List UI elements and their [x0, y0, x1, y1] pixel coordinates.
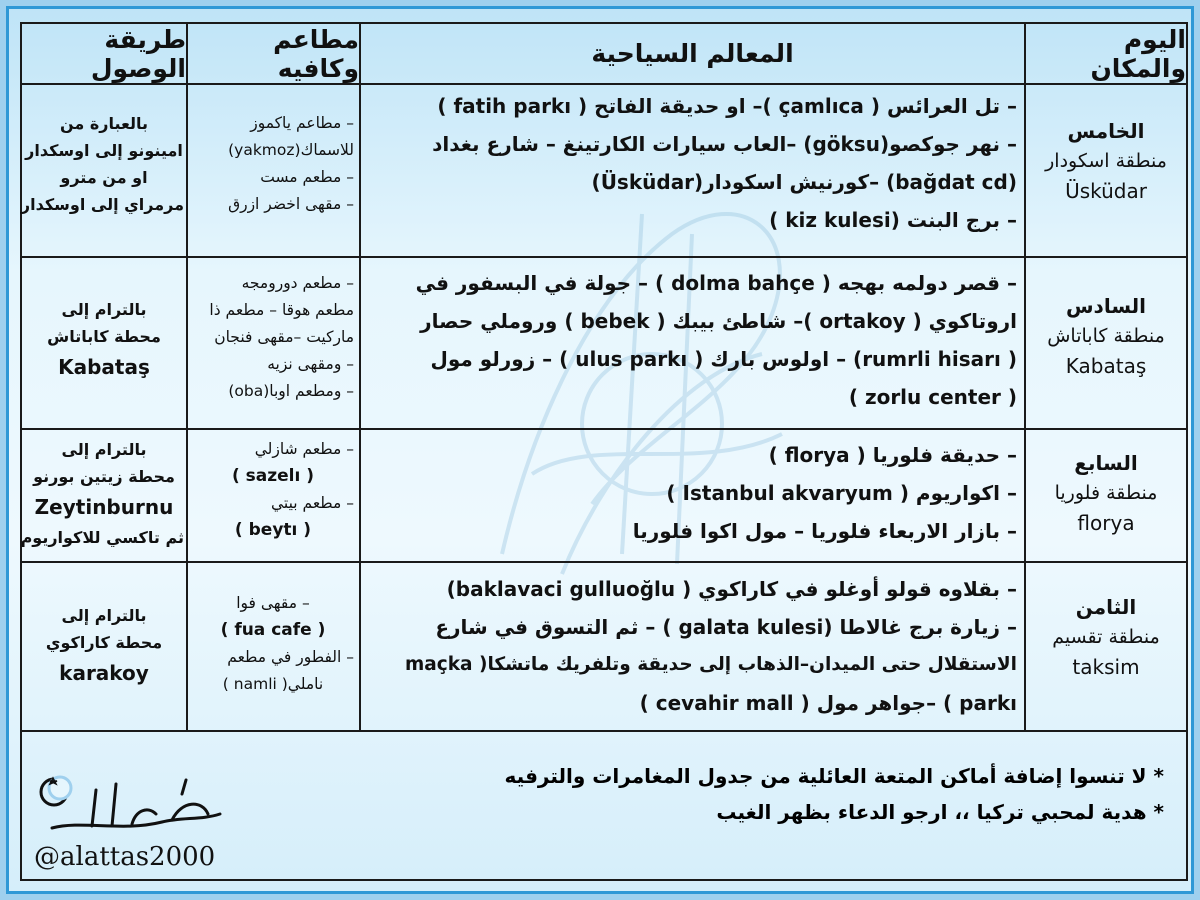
- header-attractions: المعالم السياحية: [591, 39, 794, 68]
- itinerary-table: [20, 22, 1188, 881]
- day-cell: [1026, 448, 1186, 538]
- restaurant-line: – ومقهى نزيه: [267, 355, 354, 373]
- restaurant-line: ( fua cafe ): [220, 620, 326, 640]
- route-line: بالترام إلى: [61, 440, 147, 459]
- restaurant-line: – مقهى اخضر ازرق: [228, 195, 354, 213]
- attractions-cell: [367, 87, 1017, 239]
- route-line: بالترام إلى: [61, 300, 147, 319]
- attraction-line: – اكواريوم ( Istanbul akvaryum ): [666, 481, 1017, 505]
- route-line: محطة كاراكوي: [45, 633, 163, 652]
- restaurant-line: ماركيت –مقهى فنجان: [214, 328, 354, 346]
- restaurant-line: ناملي( namli ): [222, 675, 324, 693]
- restaurant-line: – ومطعم اوبا(oba): [228, 382, 354, 400]
- row-divider: [22, 561, 1186, 563]
- restaurant-line: ( beytı ): [234, 520, 312, 540]
- restaurant-line: – مطعم مست: [260, 168, 354, 186]
- area-name: منطقة تقسيم: [1052, 626, 1160, 648]
- header-day-place: اليوم والمكان: [1090, 24, 1186, 83]
- restaurant-line: مطعم هوقا – مطعم ذا: [209, 301, 354, 319]
- route-line: بالعبارة من: [59, 114, 149, 133]
- day-name: الخامس: [1067, 119, 1145, 143]
- route-line: محطة زيتين بورنو: [33, 467, 175, 486]
- header-route: طريقة الوصول: [90, 24, 186, 83]
- note-line: * هدية لمحبي تركيا ،، ارجو الدعاء بظهر الغيب: [716, 800, 1164, 824]
- route-cell: [24, 296, 184, 384]
- restaurant-line: – مقهى فوا: [236, 594, 310, 612]
- author-handle: @alattas2000: [34, 842, 216, 872]
- day-cell: [1026, 592, 1186, 682]
- day-name: الثامن: [1075, 595, 1137, 619]
- restaurant-line: – مطعم دورومجه: [241, 274, 354, 292]
- area-name: منطقة اسكودار: [1045, 150, 1167, 172]
- day-name: السابع: [1074, 451, 1138, 475]
- header-divider: [22, 83, 1186, 85]
- route-cell: [24, 602, 184, 690]
- restaurant-line: – الفطور في مطعم: [227, 648, 354, 666]
- restaurant-line: – مطعم شازلي: [254, 440, 354, 458]
- attraction-line: – قصر دولمه بهجه ( dolma bahçe ) – جولة في البسفور في: [415, 271, 1017, 295]
- route-line: بالترام إلى: [61, 606, 147, 625]
- area-latin: florya: [1077, 511, 1135, 535]
- day-cell: [1026, 116, 1186, 206]
- restaurant-line: للاسماك(yakmoz): [228, 141, 354, 159]
- route-cell: [20, 436, 184, 551]
- route-line: امينونو إلى اوسكدار: [25, 141, 183, 160]
- attraction-line: – بازار الاربعاء فلوريا – مول اكوا فلوريا: [632, 519, 1017, 543]
- restaurants-cell: [192, 590, 354, 698]
- note-line: * لا تنسوا إضافة أماكن المتعة العائلية من جدول المغامرات والترفيه: [504, 764, 1164, 788]
- attraction-line: – بقلاوه قولو أوغلو في كاراكوي ( baklavaci gulluoğlu): [446, 577, 1017, 601]
- restaurants-cell: [192, 110, 354, 218]
- area-name: منطقة كاباتاش: [1047, 325, 1165, 347]
- area-latin: taksim: [1072, 655, 1140, 679]
- attractions-cell: [367, 264, 1017, 416]
- signature-calligraphy-icon: [32, 770, 232, 842]
- attractions-cell: [367, 436, 1017, 550]
- area-latin: Kabataş: [1065, 354, 1147, 378]
- row-divider: [22, 730, 1186, 732]
- route-line: محطة كاباتاش: [47, 327, 161, 346]
- attraction-line: parkı ) –جواهر مول ( cevahir mall ): [639, 691, 1017, 715]
- restaurant-line: – مطاعم ياكموز: [250, 114, 354, 132]
- attraction-line: – زيارة برج غالاطا (galata kulesi ) – ثم التسوق في شارع: [435, 615, 1017, 639]
- route-line: ثم تاكسي للاكواريوم: [20, 528, 184, 547]
- restaurant-line: – مطعم بيتي: [270, 494, 354, 512]
- route-line: Zeytinburnu: [34, 495, 174, 519]
- attraction-line: الاستقلال حتى الميدان–الذهاب إلى حديقة وتلفريك ماتشكا( maçka: [405, 654, 1017, 675]
- attraction-line: اروتاكوي ( ortakoy )– شاطئ بيبك ( bebek ) وروملي حصار: [420, 309, 1017, 333]
- route-line: Kabataş: [58, 355, 150, 379]
- day-cell: [1026, 291, 1186, 381]
- attraction-line: – نهر جوكصو(göksu) –العاب سيارات الكارتينغ – شارع بغداد: [432, 132, 1017, 156]
- restaurant-line: ( sazelı ): [231, 466, 315, 486]
- day-name: السادس: [1065, 294, 1147, 318]
- attraction-line: (bağdat cd) –كورنيش اسكودار(Üsküdar): [591, 170, 1017, 194]
- route-line: او من مترو: [60, 168, 148, 187]
- attractions-cell: [367, 570, 1017, 722]
- attraction-line: ( zorlu center ): [848, 385, 1017, 409]
- column-divider: [359, 24, 361, 732]
- row-divider: [22, 256, 1186, 258]
- route-line: مرمراي إلى اوسكدار: [20, 195, 184, 214]
- restaurants-cell: [192, 436, 354, 544]
- attraction-line: ( rumrli hisarı) – اولوس بارك ( ulus parkı ) – زورلو مول: [430, 347, 1017, 371]
- attraction-line: – تل العرائس ( çamlıca )– او حديقة الفاتح ( fatih parkı ): [437, 94, 1017, 118]
- header-restaurants: مطاعم وكافيه: [273, 24, 359, 83]
- row-divider: [22, 428, 1186, 430]
- area-name: منطقة فلوريا: [1054, 482, 1158, 504]
- attraction-line: – حديقة فلوريا ( florya ): [768, 443, 1017, 467]
- column-divider: [186, 24, 188, 732]
- attraction-line: – برج البنت (kiz kulesi ): [769, 208, 1017, 232]
- area-latin: Üsküdar: [1065, 179, 1147, 203]
- restaurants-cell: [192, 270, 354, 405]
- route-line: karakoy: [59, 661, 149, 685]
- route-cell: [20, 110, 184, 218]
